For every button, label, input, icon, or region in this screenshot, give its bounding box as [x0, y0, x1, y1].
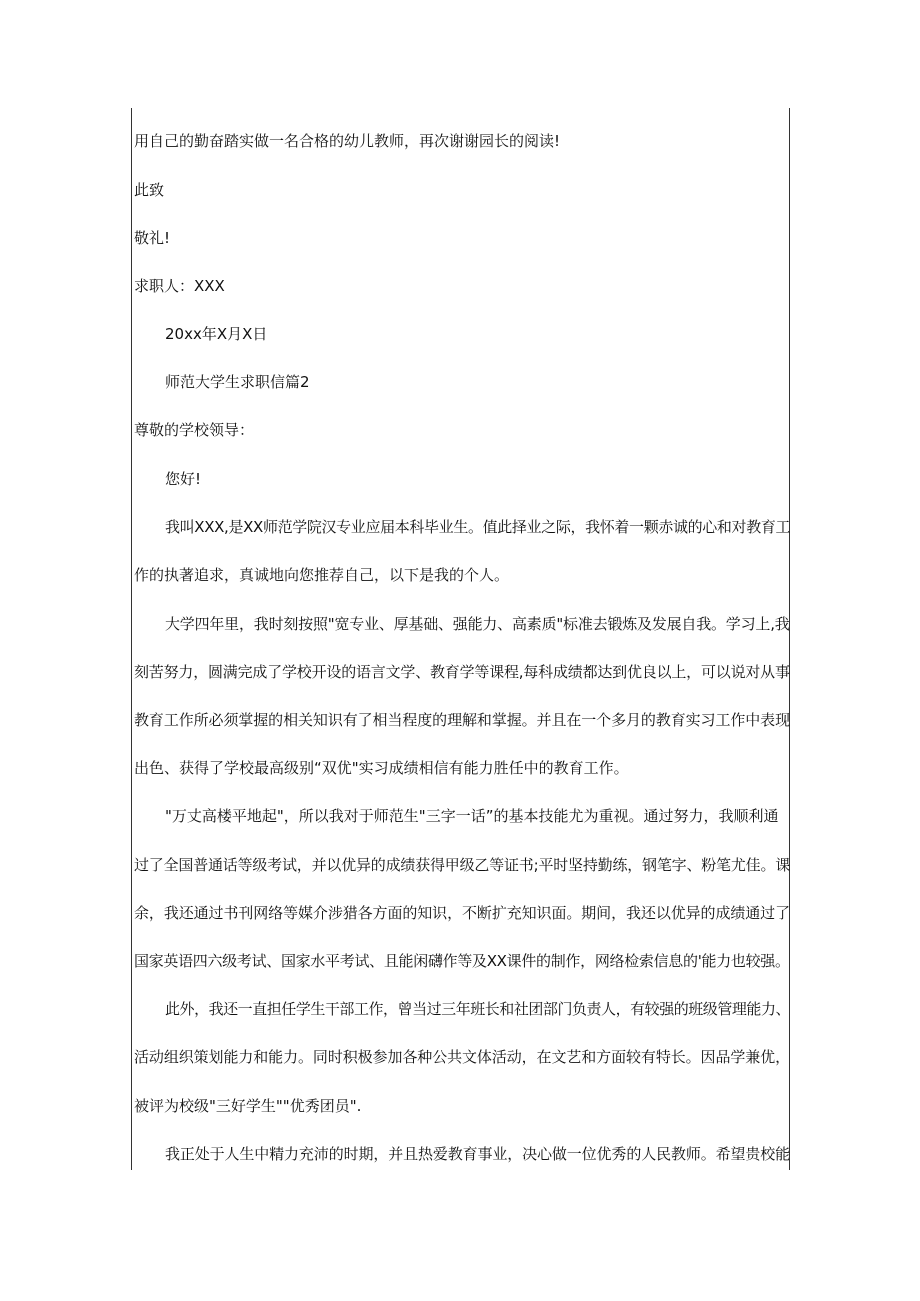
paragraph-study-line: 大学四年里，我时刻按照"宽专业、厚基础、强能力、高素质"标准去锻炼及发展自我。学习上,我 — [165, 615, 790, 633]
paragraph-study-line: 出色、获得了学校最高级别“双优"实习成绩相信有能力胜任中的教育工作。 — [134, 759, 629, 777]
paragraph-intro-line: 我叫XXX,是XX师范学院汉专业应届本科毕业生。值此择业之际，我怀着一颗赤诚的心和对教育工 — [165, 518, 791, 536]
paragraph-closing-thanks: 用自己的勤奋踏实做一名合格的幼儿教师，再次谢谢园长的阅读! — [134, 132, 561, 150]
paragraph-skills-line: "万丈高楼平地起"，所以我对于师范生"三字一话”的基本技能尤为重视。通过努力，我顺利通 — [165, 807, 779, 825]
greeting-recipient: 尊敬的学校领导： — [134, 421, 255, 439]
salutation-cizhi: 此致 — [134, 181, 165, 199]
paragraph-skills-line: 过了全国普通话等级考试，并以优异的成绩获得甲级乙等证书;平时坚持勤练，钢笔字、粉笔尤佳。课 — [134, 856, 791, 874]
paragraph-study-line: 教育工作所必须掌握的相关知识有了相当程度的理解和掌握。并且在一个多月的教育实习工作中表现 — [134, 711, 791, 729]
greeting-hello: 您好! — [165, 470, 202, 488]
left-border-line — [131, 108, 132, 1170]
salutation-jingli: 敬礼! — [134, 229, 171, 247]
letter-date: 20xx年X月X日 — [165, 325, 268, 343]
applicant-signature: 求职人：XXX — [134, 277, 225, 295]
section-title: 师范大学生求职信篇2 — [165, 373, 310, 391]
paragraph-skills-line: 国家英语四六级考试、国家水平考试、且能闲礴作等及XX课件的制作，网络检索信息的'能力也较强。 — [134, 952, 790, 970]
paragraph-activities-line: 被评为校级"三好学生""优秀团员". — [134, 1097, 362, 1115]
paragraph-study-line: 刻苦努力，圆满完成了学校开设的语言文学、教育学等课程,每科成绩都达到优良以上，可以说对从事 — [134, 663, 790, 681]
paragraph-activities-line: 此外，我还一直担任学生干部工作，曾当过三年班长和社团部门负责人，有较强的班级管理能力、 — [165, 1000, 791, 1018]
paragraph-intro-line: 作的执著追求，真诚地向您推荐自己，以下是我的个人。 — [134, 566, 510, 584]
paragraph-skills-line: 余，我还通过书刊网络等媒介涉猎各方面的知识，不断扩充知识面。期间，我还以优异的成绩通过了 — [134, 904, 791, 922]
paragraph-conclusion-line: 我正处于人生中精力充沛的时期，并且热爱教育事业，决心做一位优秀的人民教师。希望贵校能 — [165, 1145, 791, 1163]
paragraph-activities-line: 活动组织策划能力和能力。同时积极参加各种公共文体活动，在文艺和方面较有特长。因品学兼优， — [134, 1048, 791, 1066]
